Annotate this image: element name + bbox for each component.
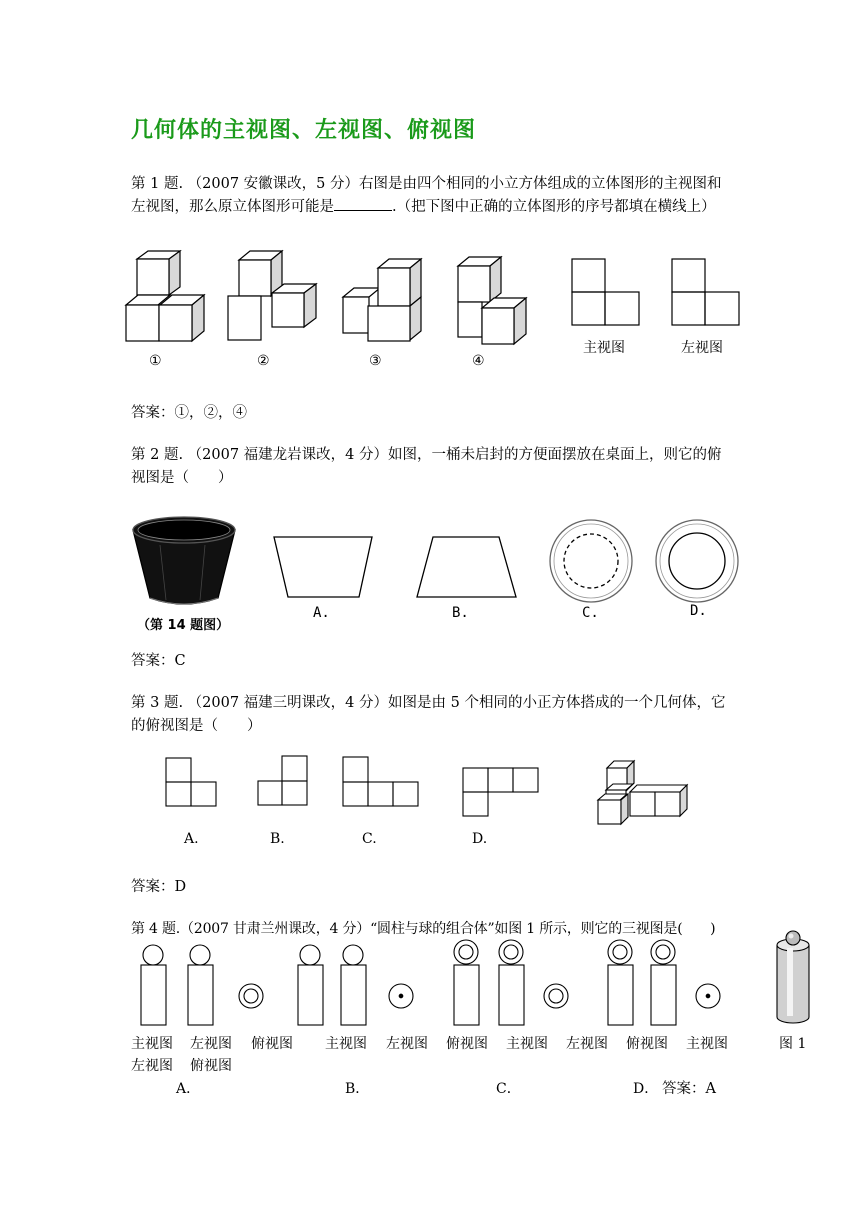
- q4-view-label-2: 左视图: [190, 1036, 232, 1052]
- q4-view-label-8: 左视图: [566, 1036, 608, 1052]
- q2-option-d-label: D.: [690, 603, 707, 619]
- q4-option-d-views: [608, 940, 720, 1025]
- q1-label-4: ④: [472, 353, 485, 369]
- q1-text-line2a: 左视图，那么原立体图形可能是: [131, 199, 334, 215]
- q2-text-line1: 第 2 题. （2007 福建龙岩课改，4 分）如图，一桶未启封的方便面摆放在桌面上，则它的俯: [131, 447, 722, 463]
- q3-option-d-label: D.: [472, 831, 488, 847]
- q1-label-3: ③: [369, 353, 382, 369]
- q4-figure-1-cylinder: [777, 931, 809, 1023]
- q2-answer: 答案：C: [131, 653, 186, 669]
- q3-option-a-label: A.: [184, 831, 199, 847]
- q3-text-line1: 第 3 题. （2007 福建三明课改，4 分）如图是由 5 个相同的小正方体搭成的一个几何体，它: [131, 695, 726, 711]
- q4-text-line1: 第 4 题.（2007 甘肃兰州课改，4 分）“圆柱与球的组合体”如图 1 所示，则它的三视图是( ): [131, 921, 716, 937]
- q1-main-view-label: 主视图: [583, 340, 625, 356]
- q2-text-line2: 视图是（ ）: [131, 470, 233, 486]
- page-title: 几何体的主视图、左视图、俯视图: [131, 117, 477, 143]
- q3-option-c-label: C.: [362, 831, 377, 847]
- q4-figure-1-label: 图 1: [779, 1036, 807, 1052]
- q4-option-b-views: [298, 945, 413, 1025]
- q4-view-label-6: 俯视图: [446, 1036, 488, 1052]
- q4-view-label-12: 俯视图: [190, 1058, 232, 1074]
- q4-view-label-4: 主视图: [325, 1036, 367, 1052]
- q4-option-c-views: [454, 940, 568, 1025]
- q4-answer: 答案：A: [662, 1081, 716, 1097]
- q4-view-label-9: 俯视图: [626, 1036, 668, 1052]
- q1-label-2: ②: [257, 353, 270, 369]
- q4-option-b-label: B．: [345, 1081, 370, 1097]
- q4-option-d-label: D．: [633, 1081, 659, 1097]
- q4-view-label-5: 左视图: [386, 1036, 428, 1052]
- q2-figure-caption: （第 14 题图）: [137, 618, 230, 633]
- q3-text-line2: 的俯视图是（ ）: [131, 718, 262, 734]
- q3-answer: 答案：D: [131, 879, 187, 895]
- q1-text-line1: 第 1 题. （2007 安徽课改，5 分）右图是由四个相同的小立方体组成的立体图形的主视图和: [131, 176, 722, 192]
- q4-view-label-1: 主视图: [131, 1036, 173, 1052]
- q2-option-a-label: A.: [313, 605, 330, 621]
- q4-view-label-11: 左视图: [131, 1058, 173, 1074]
- q4-option-c-label: C．: [496, 1081, 521, 1097]
- q3-option-b-label: B.: [270, 831, 285, 847]
- q4-option-a-views: [141, 945, 263, 1025]
- q1-label-1: ①: [149, 353, 162, 369]
- q4-view-label-10: 主视图: [686, 1036, 728, 1052]
- q4-view-label-3: 俯视图: [251, 1036, 293, 1052]
- q1-text-line2b: .（把下图中正确的立体图形的序号都填在横线上）: [392, 199, 716, 215]
- q4-view-label-7: 主视图: [506, 1036, 548, 1052]
- q1-answer: 答案：①，②，④: [131, 405, 247, 421]
- q1-left-view-label: 左视图: [681, 340, 723, 356]
- q2-option-b-label: B.: [452, 605, 469, 621]
- q4-option-a-label: A．: [176, 1081, 201, 1097]
- q2-option-c-label: C.: [582, 605, 599, 621]
